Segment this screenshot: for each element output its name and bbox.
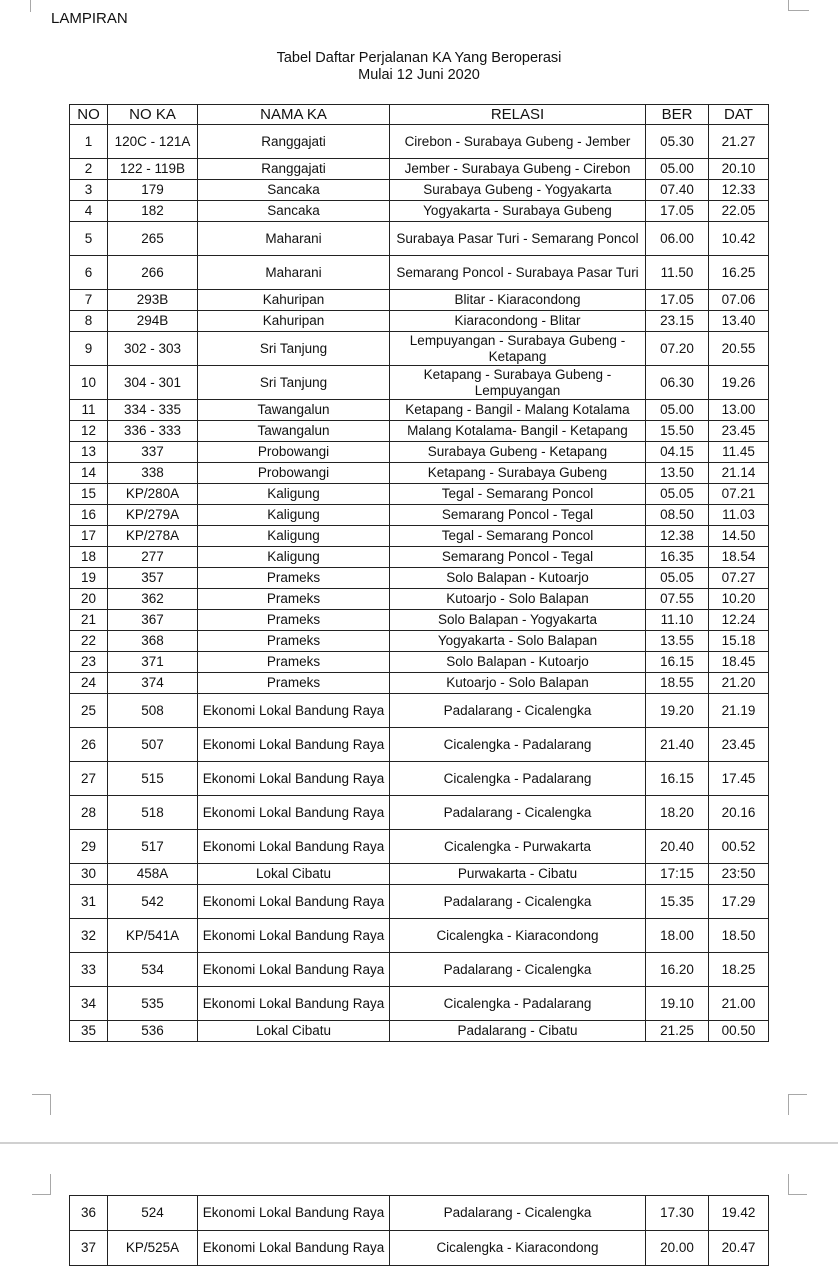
cell-relasi: Padalarang - Cibatu	[390, 1021, 646, 1042]
cell-dat: 12.33	[709, 180, 769, 201]
cell-no-ka: 458A	[108, 864, 198, 885]
cell-no: 34	[70, 987, 108, 1021]
cell-no-ka: 302 - 303	[108, 332, 198, 366]
cell-dat: 20.10	[709, 159, 769, 180]
cell-ber: 06.00	[646, 222, 709, 256]
cell-ber: 07.20	[646, 332, 709, 366]
cell-relasi: Cicalengka - Kiaracondong	[390, 919, 646, 953]
table-row	[70, 463, 769, 484]
cell-ber: 16.35	[646, 547, 709, 568]
cell-no: 37	[70, 1231, 108, 1266]
cell-no-ka: 374	[108, 673, 198, 694]
train-schedule-table	[69, 104, 769, 1042]
cell-no-ka: 507	[108, 728, 198, 762]
document-title	[0, 50, 838, 84]
cell-nama-ka: Sri Tanjung	[198, 366, 390, 400]
table-row	[70, 631, 769, 652]
cell-nama-ka: Sri Tanjung	[198, 332, 390, 366]
page-corner-mark	[788, 1174, 807, 1195]
cell-no: 35	[70, 1021, 108, 1042]
cell-ber: 21.40	[646, 728, 709, 762]
table-row	[70, 547, 769, 568]
cell-no: 11	[70, 400, 108, 421]
cell-no: 17	[70, 526, 108, 547]
cell-no-ka: 334 - 335	[108, 400, 198, 421]
cell-relasi: Lempuyangan - Surabaya Gubeng - Ketapang	[390, 332, 646, 366]
table-row	[70, 526, 769, 547]
cell-no: 9	[70, 332, 108, 366]
table-row	[70, 159, 769, 180]
cell-no-ka: 518	[108, 796, 198, 830]
col-header-dat: DAT	[709, 105, 769, 125]
cell-nama-ka: Ekonomi Lokal Bandung Raya	[198, 762, 390, 796]
cell-dat: 21.27	[709, 125, 769, 159]
table-row	[70, 256, 769, 290]
table-row	[70, 694, 769, 728]
cell-relasi: Semarang Poncol - Tegal	[390, 505, 646, 526]
cell-dat: 18.54	[709, 547, 769, 568]
cell-relasi: Tegal - Semarang Poncol	[390, 526, 646, 547]
cell-relasi: Cicalengka - Padalarang	[390, 762, 646, 796]
cell-ber: 15.50	[646, 421, 709, 442]
cell-no: 27	[70, 762, 108, 796]
cell-nama-ka: Ranggajati	[198, 125, 390, 159]
cell-no: 7	[70, 290, 108, 311]
cell-ber: 23.15	[646, 311, 709, 332]
table-row	[70, 919, 769, 953]
page-corner-mark	[788, 1094, 807, 1115]
cell-relasi: Purwakarta - Cibatu	[390, 864, 646, 885]
cell-no-ka: 179	[108, 180, 198, 201]
cell-dat: 21.20	[709, 673, 769, 694]
cell-nama-ka: Kaligung	[198, 526, 390, 547]
cell-no: 10	[70, 366, 108, 400]
cell-relasi: Solo Balapan - Kutoarjo	[390, 652, 646, 673]
cell-relasi: Cicalengka - Padalarang	[390, 728, 646, 762]
cell-ber: 11.10	[646, 610, 709, 631]
cell-relasi: Cicalengka - Padalarang	[390, 987, 646, 1021]
cell-no: 2	[70, 159, 108, 180]
cell-relasi: Padalarang - Cicalengka	[390, 953, 646, 987]
cell-nama-ka: Ranggajati	[198, 159, 390, 180]
cell-relasi: Yogyakarta - Solo Balapan	[390, 631, 646, 652]
table-row	[70, 953, 769, 987]
cell-relasi: Kutoarjo - Solo Balapan	[390, 589, 646, 610]
cell-no-ka: 357	[108, 568, 198, 589]
cell-nama-ka: Ekonomi Lokal Bandung Raya	[198, 987, 390, 1021]
cell-no: 33	[70, 953, 108, 987]
cell-ber: 05.00	[646, 400, 709, 421]
cell-nama-ka: Kaligung	[198, 484, 390, 505]
cell-no-ka: 337	[108, 442, 198, 463]
cell-no: 36	[70, 1196, 108, 1231]
cell-ber: 12.38	[646, 526, 709, 547]
cell-nama-ka: Kaligung	[198, 505, 390, 526]
cell-relasi: Padalarang - Cicalengka	[390, 885, 646, 919]
cell-no: 13	[70, 442, 108, 463]
cell-nama-ka: Lokal Cibatu	[198, 1021, 390, 1042]
col-header-relasi: RELASI	[390, 105, 646, 125]
cell-relasi: Ketapang - Bangil - Malang Kotalama	[390, 400, 646, 421]
cell-nama-ka: Prameks	[198, 568, 390, 589]
cell-relasi: Kiaracondong - Blitar	[390, 311, 646, 332]
table-row	[70, 442, 769, 463]
cell-ber: 05.05	[646, 484, 709, 505]
title-line-2: Mulai 12 Juni 2020	[358, 67, 480, 83]
cell-ber: 07.55	[646, 589, 709, 610]
cell-dat: 21.14	[709, 463, 769, 484]
cell-no-ka: 294B	[108, 311, 198, 332]
cell-dat: 17.29	[709, 885, 769, 919]
cell-nama-ka: Ekonomi Lokal Bandung Raya	[198, 1196, 390, 1231]
cell-nama-ka: Prameks	[198, 610, 390, 631]
cell-ber: 16.15	[646, 652, 709, 673]
table-row	[70, 987, 769, 1021]
cell-nama-ka: Maharani	[198, 256, 390, 290]
cell-relasi: Jember - Surabaya Gubeng - Cirebon	[390, 159, 646, 180]
cell-nama-ka: Lokal Cibatu	[198, 864, 390, 885]
cell-ber: 08.50	[646, 505, 709, 526]
cell-no-ka: 508	[108, 694, 198, 728]
table-row	[70, 311, 769, 332]
cell-nama-ka: Ekonomi Lokal Bandung Raya	[198, 694, 390, 728]
cell-relasi: Padalarang - Cicalengka	[390, 796, 646, 830]
cell-relasi: Padalarang - Cicalengka	[390, 694, 646, 728]
table-row	[70, 864, 769, 885]
cell-dat: 22.05	[709, 201, 769, 222]
title-line-1: Tabel Daftar Perjalanan KA Yang Beroperasi	[276, 50, 562, 66]
cell-no-ka: 535	[108, 987, 198, 1021]
page-corner-mark	[30, 0, 51, 12]
table-row	[70, 762, 769, 796]
table-body	[70, 125, 769, 1042]
table-row	[70, 222, 769, 256]
cell-no: 12	[70, 421, 108, 442]
table-row	[70, 830, 769, 864]
cell-no: 23	[70, 652, 108, 673]
cell-no: 14	[70, 463, 108, 484]
col-header-no: NO	[70, 105, 108, 125]
cell-no: 29	[70, 830, 108, 864]
cell-nama-ka: Ekonomi Lokal Bandung Raya	[198, 728, 390, 762]
table-row	[70, 201, 769, 222]
cell-no-ka: 293B	[108, 290, 198, 311]
cell-ber: 18.55	[646, 673, 709, 694]
cell-relasi: Solo Balapan - Kutoarjo	[390, 568, 646, 589]
cell-ber: 20.40	[646, 830, 709, 864]
cell-nama-ka: Prameks	[198, 652, 390, 673]
cell-dat: 17.45	[709, 762, 769, 796]
table-row	[70, 728, 769, 762]
cell-no-ka: 367	[108, 610, 198, 631]
table-row	[70, 505, 769, 526]
cell-dat: 00.52	[709, 830, 769, 864]
cell-no: 19	[70, 568, 108, 589]
cell-relasi: Tegal - Semarang Poncol	[390, 484, 646, 505]
table-row	[70, 589, 769, 610]
table-body	[70, 1196, 769, 1266]
cell-relasi: Cicalengka - Kiaracondong	[390, 1231, 646, 1266]
cell-no: 26	[70, 728, 108, 762]
cell-dat: 23:50	[709, 864, 769, 885]
cell-ber: 20.00	[646, 1231, 709, 1266]
cell-no: 25	[70, 694, 108, 728]
cell-nama-ka: Kaligung	[198, 547, 390, 568]
cell-dat: 10.20	[709, 589, 769, 610]
cell-dat: 07.06	[709, 290, 769, 311]
cell-no-ka: 515	[108, 762, 198, 796]
cell-dat: 20.16	[709, 796, 769, 830]
col-header-no-ka: NO KA	[108, 105, 198, 125]
cell-nama-ka: Ekonomi Lokal Bandung Raya	[198, 830, 390, 864]
cell-no: 30	[70, 864, 108, 885]
col-header-ber: BER	[646, 105, 709, 125]
cell-ber: 18.00	[646, 919, 709, 953]
cell-no: 6	[70, 256, 108, 290]
cell-relasi: Surabaya Pasar Turi - Semarang Poncol	[390, 222, 646, 256]
cell-no: 24	[70, 673, 108, 694]
cell-relasi: Padalarang - Cicalengka	[390, 1196, 646, 1231]
cell-dat: 23.45	[709, 728, 769, 762]
cell-no-ka: 266	[108, 256, 198, 290]
cell-no: 18	[70, 547, 108, 568]
table-row	[70, 125, 769, 159]
cell-no-ka: 336 - 333	[108, 421, 198, 442]
col-header-nama-ka: NAMA KA	[198, 105, 390, 125]
table-row	[70, 332, 769, 366]
page-corner-mark	[32, 1094, 51, 1115]
cell-no-ka: 338	[108, 463, 198, 484]
cell-relasi: Surabaya Gubeng - Ketapang	[390, 442, 646, 463]
cell-nama-ka: Prameks	[198, 631, 390, 652]
cell-nama-ka: Tawangalun	[198, 400, 390, 421]
cell-nama-ka: Ekonomi Lokal Bandung Raya	[198, 796, 390, 830]
table-row	[70, 1021, 769, 1042]
cell-ber: 19.10	[646, 987, 709, 1021]
table-row	[70, 1196, 769, 1231]
cell-dat: 20.55	[709, 332, 769, 366]
cell-ber: 05.00	[646, 159, 709, 180]
table-row	[70, 421, 769, 442]
cell-no-ka: KP/541A	[108, 919, 198, 953]
cell-nama-ka: Ekonomi Lokal Bandung Raya	[198, 885, 390, 919]
cell-nama-ka: Ekonomi Lokal Bandung Raya	[198, 1231, 390, 1266]
cell-dat: 15.18	[709, 631, 769, 652]
cell-dat: 20.47	[709, 1231, 769, 1266]
cell-relasi: Ketapang - Surabaya Gubeng - Lempuyangan	[390, 366, 646, 400]
cell-relasi: Yogyakarta - Surabaya Gubeng	[390, 201, 646, 222]
cell-dat: 00.50	[709, 1021, 769, 1042]
train-schedule-table-continued	[69, 1195, 769, 1266]
cell-relasi: Kutoarjo - Solo Balapan	[390, 673, 646, 694]
cell-ber: 17:15	[646, 864, 709, 885]
cell-no-ka: 265	[108, 222, 198, 256]
cell-no: 31	[70, 885, 108, 919]
table-row	[70, 610, 769, 631]
cell-nama-ka: Sancaka	[198, 201, 390, 222]
cell-no-ka: 277	[108, 547, 198, 568]
cell-nama-ka: Kahuripan	[198, 290, 390, 311]
cell-no-ka: KP/525A	[108, 1231, 198, 1266]
cell-ber: 13.50	[646, 463, 709, 484]
cell-no-ka: KP/278A	[108, 526, 198, 547]
cell-relasi: Semarang Poncol - Surabaya Pasar Turi	[390, 256, 646, 290]
cell-dat: 07.27	[709, 568, 769, 589]
cell-no: 15	[70, 484, 108, 505]
cell-no-ka: 304 - 301	[108, 366, 198, 400]
cell-no: 20	[70, 589, 108, 610]
cell-no-ka: 517	[108, 830, 198, 864]
cell-no-ka: 524	[108, 1196, 198, 1231]
cell-relasi: Cirebon - Surabaya Gubeng - Jember	[390, 125, 646, 159]
cell-no-ka: 182	[108, 201, 198, 222]
lampiran-label: LAMPIRAN	[51, 10, 128, 27]
cell-ber: 13.55	[646, 631, 709, 652]
cell-no-ka: 362	[108, 589, 198, 610]
cell-nama-ka: Kahuripan	[198, 311, 390, 332]
cell-ber: 16.20	[646, 953, 709, 987]
page-corner-mark	[32, 1174, 51, 1195]
cell-nama-ka: Probowangi	[198, 463, 390, 484]
cell-dat: 11.45	[709, 442, 769, 463]
cell-ber: 05.30	[646, 125, 709, 159]
cell-no-ka: KP/280A	[108, 484, 198, 505]
page-corner-mark	[788, 0, 809, 11]
cell-no-ka: 122 - 119B	[108, 159, 198, 180]
cell-dat: 07.21	[709, 484, 769, 505]
cell-nama-ka: Prameks	[198, 589, 390, 610]
cell-ber: 17.30	[646, 1196, 709, 1231]
cell-no-ka: 371	[108, 652, 198, 673]
cell-dat: 13.00	[709, 400, 769, 421]
cell-ber: 06.30	[646, 366, 709, 400]
cell-no-ka: KP/279A	[108, 505, 198, 526]
cell-ber: 18.20	[646, 796, 709, 830]
cell-no: 4	[70, 201, 108, 222]
cell-ber: 17.05	[646, 201, 709, 222]
cell-no-ka: 368	[108, 631, 198, 652]
cell-no: 3	[70, 180, 108, 201]
cell-dat: 16.25	[709, 256, 769, 290]
cell-ber: 16.15	[646, 762, 709, 796]
cell-dat: 21.19	[709, 694, 769, 728]
table-row	[70, 568, 769, 589]
cell-ber: 17.05	[646, 290, 709, 311]
cell-nama-ka: Maharani	[198, 222, 390, 256]
table-header-row	[70, 105, 769, 125]
cell-no: 8	[70, 311, 108, 332]
cell-no-ka: 536	[108, 1021, 198, 1042]
cell-relasi: Surabaya Gubeng - Yogyakarta	[390, 180, 646, 201]
table-row	[70, 673, 769, 694]
cell-dat: 11.03	[709, 505, 769, 526]
cell-dat: 21.00	[709, 987, 769, 1021]
cell-no: 5	[70, 222, 108, 256]
table-row	[70, 366, 769, 400]
cell-nama-ka: Ekonomi Lokal Bandung Raya	[198, 953, 390, 987]
cell-relasi: Cicalengka - Purwakarta	[390, 830, 646, 864]
cell-ber: 07.40	[646, 180, 709, 201]
table-row	[70, 180, 769, 201]
cell-dat: 18.25	[709, 953, 769, 987]
cell-ber: 21.25	[646, 1021, 709, 1042]
cell-relasi: Solo Balapan - Yogyakarta	[390, 610, 646, 631]
cell-dat: 19.26	[709, 366, 769, 400]
cell-dat: 18.45	[709, 652, 769, 673]
cell-no-ka: 542	[108, 885, 198, 919]
cell-relasi: Blitar - Kiaracondong	[390, 290, 646, 311]
cell-no-ka: 120C - 121A	[108, 125, 198, 159]
cell-relasi: Malang Kotalama- Bangil - Ketapang	[390, 421, 646, 442]
cell-dat: 10.42	[709, 222, 769, 256]
cell-nama-ka: Prameks	[198, 673, 390, 694]
cell-no: 1	[70, 125, 108, 159]
cell-dat: 19.42	[709, 1196, 769, 1231]
table-row	[70, 290, 769, 311]
cell-nama-ka: Probowangi	[198, 442, 390, 463]
table-row	[70, 400, 769, 421]
cell-ber: 19.20	[646, 694, 709, 728]
cell-no: 22	[70, 631, 108, 652]
cell-relasi: Ketapang - Surabaya Gubeng	[390, 463, 646, 484]
table-row	[70, 484, 769, 505]
cell-no-ka: 534	[108, 953, 198, 987]
cell-nama-ka: Tawangalun	[198, 421, 390, 442]
cell-ber: 15.35	[646, 885, 709, 919]
cell-dat: 14.50	[709, 526, 769, 547]
cell-ber: 11.50	[646, 256, 709, 290]
cell-ber: 05.05	[646, 568, 709, 589]
cell-relasi: Semarang Poncol - Tegal	[390, 547, 646, 568]
cell-no: 28	[70, 796, 108, 830]
table-row	[70, 885, 769, 919]
table-row	[70, 652, 769, 673]
cell-nama-ka: Ekonomi Lokal Bandung Raya	[198, 919, 390, 953]
cell-dat: 13.40	[709, 311, 769, 332]
cell-dat: 23.45	[709, 421, 769, 442]
cell-dat: 12.24	[709, 610, 769, 631]
cell-no: 16	[70, 505, 108, 526]
cell-nama-ka: Sancaka	[198, 180, 390, 201]
cell-ber: 04.15	[646, 442, 709, 463]
table-row	[70, 1231, 769, 1266]
table-row	[70, 796, 769, 830]
cell-dat: 18.50	[709, 919, 769, 953]
cell-no: 21	[70, 610, 108, 631]
cell-no: 32	[70, 919, 108, 953]
